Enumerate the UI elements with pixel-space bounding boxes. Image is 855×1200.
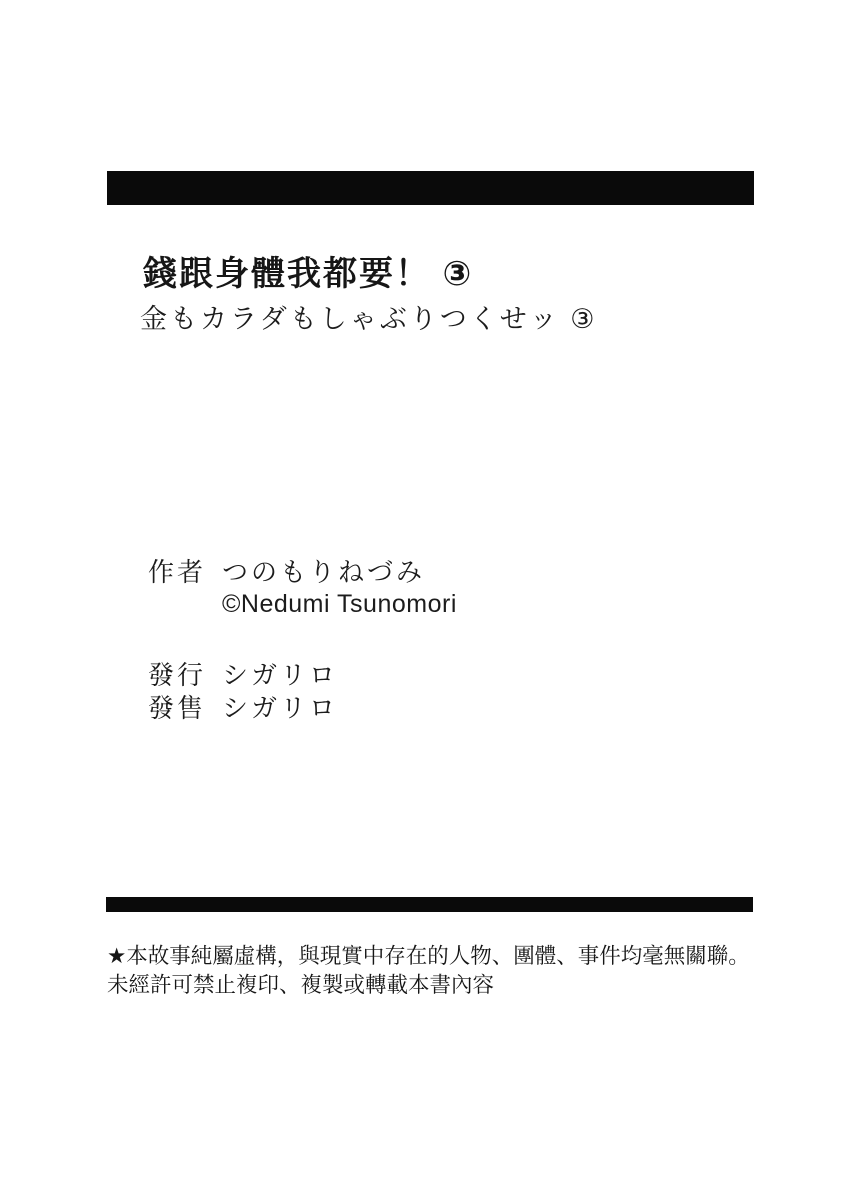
author-name: つのもりねづみ: [222, 557, 426, 587]
publisher-row: [148, 655, 338, 692]
publisher-name: シガリロ: [222, 660, 339, 690]
publisher-label: 發行: [148, 660, 207, 690]
top-divider-bar: [107, 171, 754, 205]
disclaimer-line-2: 未經許可禁止複印、複製或轉載本書內容: [107, 973, 495, 997]
distributor-label: 發售: [148, 693, 207, 723]
book-subtitle: 金もカラダもしゃぶりつくせッ ③: [140, 304, 598, 334]
author-row: [148, 552, 425, 589]
distributor-name: シガリロ: [222, 693, 339, 723]
distributor-row: [148, 688, 338, 725]
bottom-divider-bar: [106, 897, 753, 912]
copyright-line: ©Nedumi Tsunomori: [222, 590, 457, 618]
disclaimer-line-1: ★本故事純屬虛構，與現實中存在的人物、團體、事件均毫無關聯。: [107, 944, 750, 968]
book-title: 錢跟身體我都要！ ③: [143, 255, 474, 293]
author-label: 作者: [148, 557, 207, 587]
disclaimer-text: [107, 942, 787, 1000]
